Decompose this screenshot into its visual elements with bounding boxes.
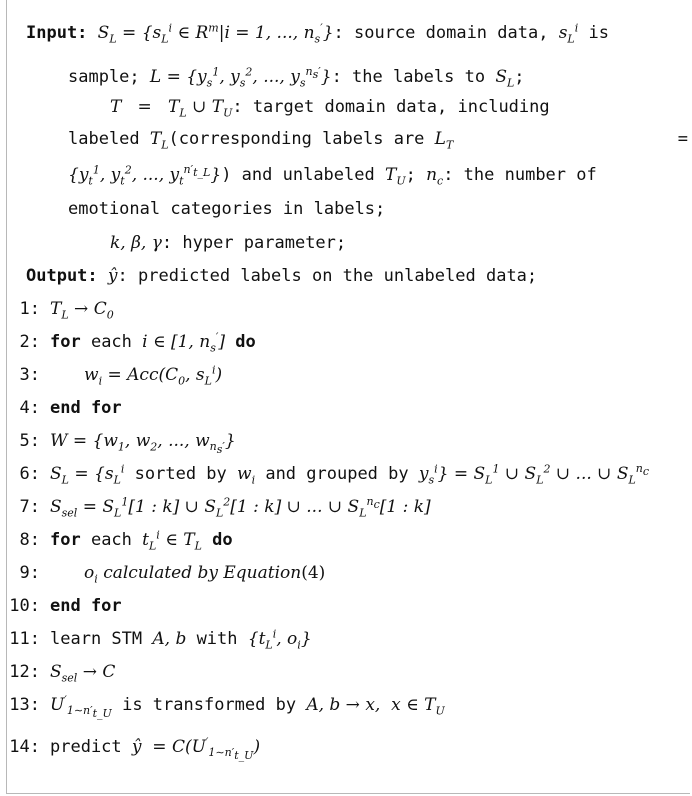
step-7: 7: $S_{sel} = S_L^1[1$ : k] ∪ $S_L^2[1$ : k] ∪ ... ∪ $S_L^{n_c}[1$ : k]	[19, 495, 431, 520]
step-3: 3: $w_i = Acc(C_0$, $s_L^i$)	[19, 363, 223, 388]
step-1: 1: $T_L \to C_0$	[19, 299, 114, 322]
input-line-4: labeled $T_L(corresponding$ labels are $L_T$ =	[68, 129, 688, 152]
input-line-6: emotional categories in labels;	[68, 199, 386, 219]
step-4: 4: end for	[19, 398, 122, 418]
step-6: 6: $S_L = \{s_L^i$ sorted by $w_i$ and grouped by $y_s^i\} = S_L^1$ ∪ $S_L^2$ ∪ ... ∪ $S_L^{n_c}$	[19, 462, 650, 487]
step-14: 14: predict ŷ = $C(U'_{1\sim n'_{t\_U}})$	[9, 735, 261, 763]
input-line-1: Input: $S_L = \{s_L^i$ ∈ $R^m|i = 1$, ..., $n_s'$}: source domain data, $s_L^i$ is	[26, 21, 609, 46]
input-line-3: $T = T_L$ ∪ $T_U$: target domain data, including	[110, 97, 550, 120]
step-5: 5: $W = \{w_1$, $w_2$, ..., $w_{n_s'}$}	[19, 431, 236, 457]
step-9: 9: $o_i$ calculated by Equation(4)	[19, 563, 326, 586]
step-8: 8: for each $t_L^i$ ∈ $T_L$ do	[19, 528, 233, 553]
step-12: 12: $S_{sel} \to C$	[9, 662, 116, 685]
output-line: Output: ŷ: predicted labels on the unlabeled data;	[26, 266, 538, 286]
step-2: 2: for each i ∈ [1, $n_s'$] do	[19, 330, 256, 355]
input-line-7: k, β, γ: hyper parameter;	[110, 233, 347, 253]
step-10: 10: end for	[9, 596, 122, 616]
step-11: 11: learn STM A, b with {$t_L^i$, $o_i$}	[9, 627, 312, 652]
input-line-2: sample; $L = \{y_s^1$, $y_s^2$, ..., $y_s^{n_s'}$}: the labels to $S_L$;	[68, 65, 525, 90]
input-line-5: {$y_t^1$, $y_t^2$, ..., $y_t^{n'_{t\_L}}$}) and unlabeled $T_U$; $n_c$: the number of	[68, 163, 597, 188]
step-13: 13: $U'_{1\sim n'_{t\_U}}$ is transformed by A, b → x, x ∈ $T_U$	[9, 693, 445, 721]
